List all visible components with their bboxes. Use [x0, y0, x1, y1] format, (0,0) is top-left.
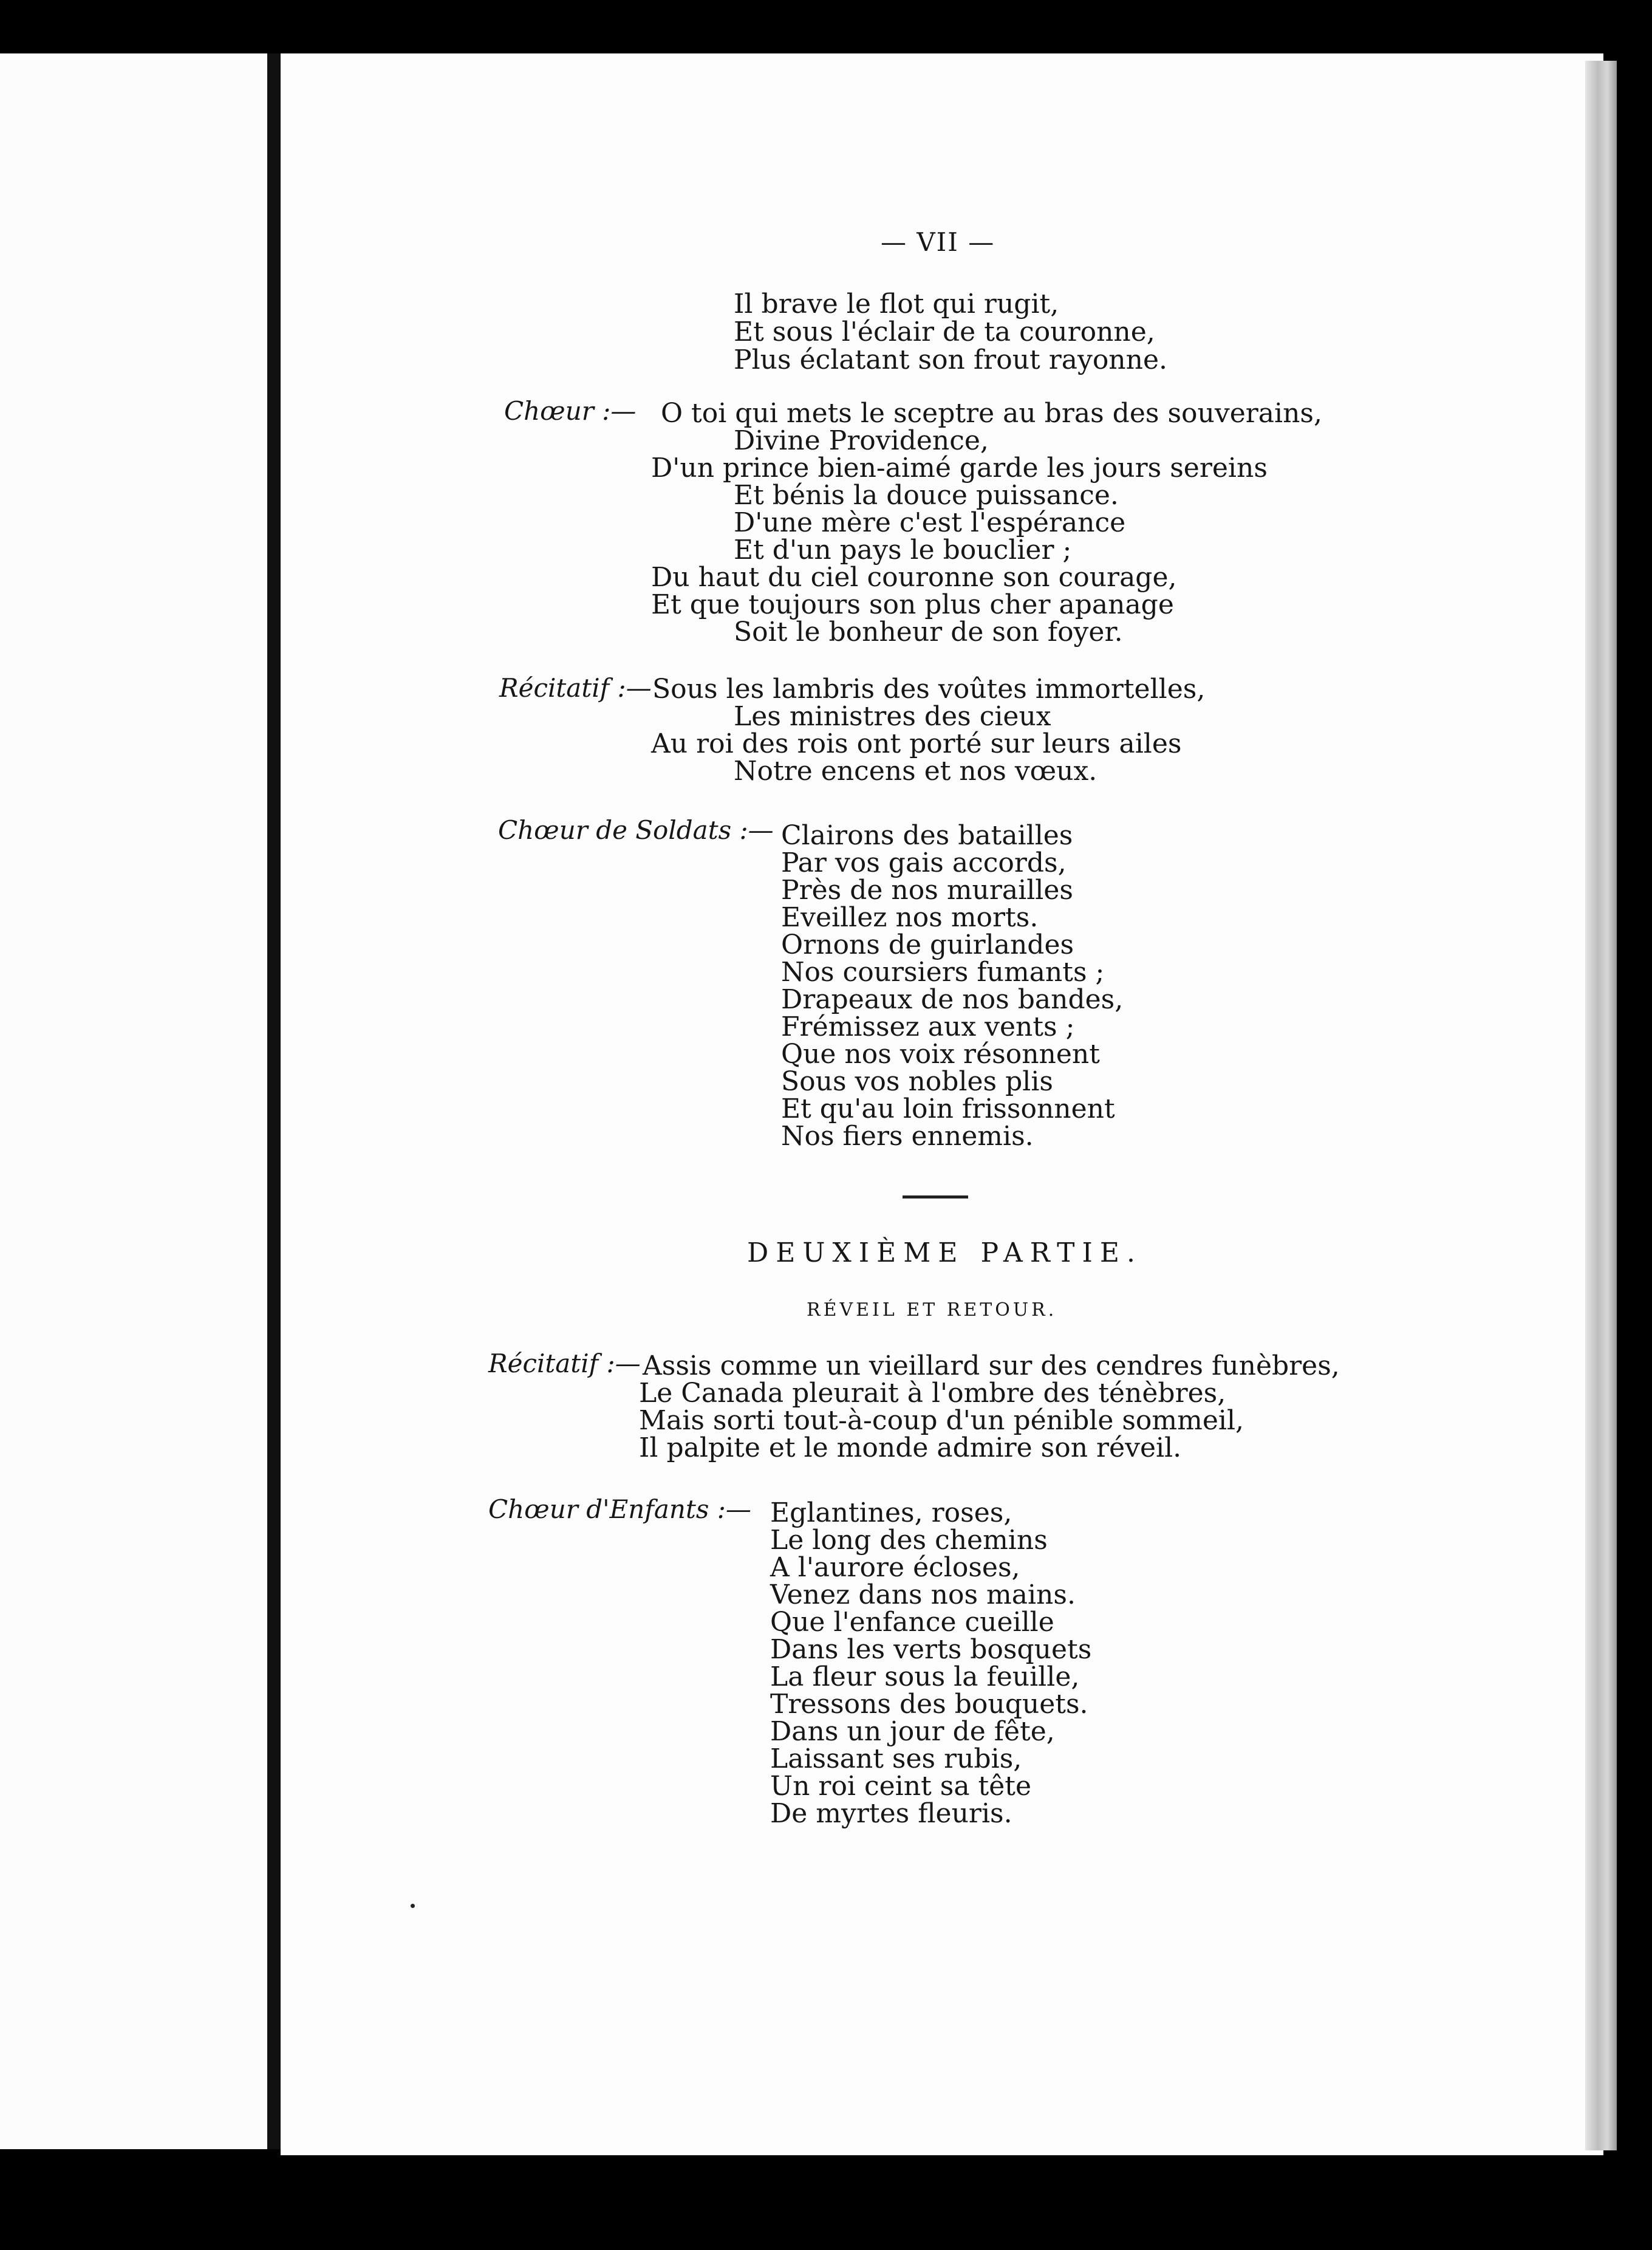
- verse-line: Nos fiers ennemis.: [781, 1121, 1034, 1152]
- verse-line: Et qu'au loin frissonnent: [781, 1093, 1115, 1124]
- verse-line: D'un prince bien-aimé garde les jours sereins: [651, 453, 1268, 484]
- verse-line: Notre encens et nos vœux.: [734, 756, 1097, 787]
- verse-line: Sous les lambris des voûtes immortelles,: [652, 674, 1206, 705]
- verse-line: Et bénis la douce puissance.: [734, 480, 1119, 511]
- speaker-label: Récitatif :—: [488, 1349, 641, 1378]
- speaker-label: Chœur d'Enfants :—: [488, 1494, 751, 1524]
- verse-line: Venez dans nos mains.: [770, 1579, 1076, 1610]
- verse-line: Divine Providence,: [734, 425, 989, 456]
- verse-line: Nos coursiers fumants ;: [781, 957, 1105, 988]
- speaker-label: Récitatif :—: [499, 673, 652, 703]
- verse-line: Et que toujours son plus cher apanage: [651, 589, 1174, 620]
- ink-speck: [411, 1904, 415, 1908]
- verse-line: Le Canada pleurait à l'ombre des ténèbres,: [639, 1378, 1226, 1409]
- verse-line: Et d'un pays le bouclier ;: [734, 535, 1072, 566]
- verse-line: Le long des chemins: [770, 1525, 1048, 1556]
- verse-line: A l'aurore écloses,: [770, 1552, 1020, 1583]
- verse-line: Un roi ceint sa tête: [770, 1771, 1031, 1802]
- page-number: — VII —: [881, 227, 995, 257]
- verse-line: Eglantines, roses,: [770, 1497, 1012, 1528]
- verse-line: Il palpite et le monde admire son réveil.: [639, 1432, 1182, 1463]
- verse-line: Drapeaux de nos bandes,: [781, 984, 1124, 1015]
- speaker-label: Chœur :—: [504, 396, 637, 426]
- verse-line: Laissant ses rubis,: [770, 1743, 1022, 1774]
- verse-line: Près de nos murailles: [781, 875, 1073, 906]
- verse-line: Plus éclatant son frout rayonne.: [734, 344, 1168, 375]
- verse-line: Mais sorti tout-à-coup d'un pénible sommeil,: [639, 1405, 1244, 1436]
- verse-line: Eveillez nos morts.: [781, 902, 1039, 933]
- verse-line: D'une mère c'est l'espérance: [734, 507, 1126, 538]
- verse-line: Frémissez aux vents ;: [781, 1011, 1075, 1042]
- verse-line: Il brave le flot qui rugit,: [734, 289, 1059, 320]
- verse-line: Sous vos nobles plis: [781, 1066, 1054, 1097]
- section-divider: [903, 1195, 968, 1199]
- verse-line: Ornons de guirlandes: [781, 929, 1074, 960]
- verse-line: Tressons des bouquets.: [770, 1689, 1088, 1720]
- part-subtitle: RÉVEIL ET RETOUR.: [807, 1299, 1057, 1321]
- verse-line: O toi qui mets le sceptre au bras des souverains,: [661, 398, 1322, 429]
- verse-line: Que nos voix résonnent: [781, 1039, 1100, 1070]
- part-title: DEUXIÈME PARTIE.: [747, 1237, 1142, 1268]
- verse-line: Clairons des batailles: [781, 820, 1073, 851]
- verse-line: Soit le bonheur de son foyer.: [734, 617, 1123, 648]
- verse-line: Dans les verts bosquets: [770, 1634, 1092, 1665]
- verse-line: Et sous l'éclair de ta couronne,: [734, 316, 1155, 347]
- verse-line: Que l'enfance cueille: [770, 1607, 1054, 1638]
- speaker-label: Chœur de Soldats :—: [498, 815, 774, 845]
- verse-line: Assis comme un vieillard sur des cendres funèbres,: [643, 1350, 1340, 1381]
- verse-line: Dans un jour de fête,: [770, 1716, 1055, 1747]
- verse-line: Du haut du ciel couronne son courage,: [651, 562, 1177, 593]
- verse-line: Au roi des rois ont porté sur leurs ailes: [651, 728, 1182, 759]
- verse-line: De myrtes fleuris.: [770, 1798, 1012, 1829]
- verse-line: Par vos gais accords,: [781, 847, 1067, 878]
- verse-line: La fleur sous la feuille,: [770, 1661, 1080, 1692]
- verse-line: Les ministres des cieux: [734, 701, 1051, 732]
